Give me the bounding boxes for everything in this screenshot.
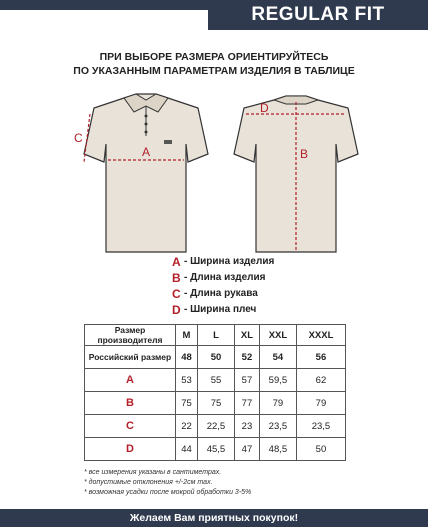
measure-b-label: B	[300, 147, 309, 161]
legend-text: - Длина рукава	[184, 288, 258, 299]
table-cell: 45,5	[197, 438, 234, 461]
table-cell: 23	[234, 415, 259, 438]
table-cell: 22,5	[197, 415, 234, 438]
legend-item	[172, 270, 274, 286]
table-cell: 79	[259, 392, 296, 415]
size-header: M	[176, 325, 198, 346]
row-letter: D	[85, 438, 176, 461]
footnotes	[84, 468, 251, 498]
legend-letter: A	[172, 255, 181, 269]
table-cell: 54	[259, 346, 296, 369]
size-header: XXL	[259, 325, 296, 346]
legend-text: - Ширина изделия	[184, 256, 275, 267]
shirt-front-diagram	[76, 92, 216, 258]
footnote: * возможная усадки после мокрой обработки 3-5%	[84, 489, 252, 496]
table-cell: 57	[234, 369, 259, 392]
legend-text: - Длина изделия	[184, 272, 266, 283]
size-table	[84, 324, 346, 461]
measurement-legend	[172, 254, 274, 318]
footer-banner: Желаем Вам приятных покупок!	[0, 509, 428, 527]
table-cell: 48,5	[259, 438, 296, 461]
footnote: * допустимые отклонения +/-2см max.	[84, 479, 213, 486]
table-cell: 53	[176, 369, 198, 392]
heading-line-1: ПРИ ВЫБОРЕ РАЗМЕРА ОРИЕНТИРУЙТЕСЬ	[99, 51, 329, 63]
russian-size-label: Российский размер	[85, 346, 176, 369]
table-cell: 23,5	[259, 415, 296, 438]
russian-size-row	[85, 346, 346, 369]
table-cell: 47	[234, 438, 259, 461]
table-cell: 75	[176, 392, 198, 415]
row-letter: A	[85, 369, 176, 392]
heading-line-2: ПО УКАЗАННЫМ ПАРАМЕТРАМ ИЗДЕЛИЯ В ТАБЛИЦЕ	[73, 65, 355, 77]
table-cell: 23,5	[296, 415, 345, 438]
table-cell: 75	[197, 392, 234, 415]
size-header: XXXL	[296, 325, 345, 346]
table-cell: 22	[176, 415, 198, 438]
table-cell: 52	[234, 346, 259, 369]
table-cell: 50	[296, 438, 345, 461]
logo-patch	[164, 140, 172, 144]
legend-letter: D	[172, 303, 181, 317]
instruction-heading	[0, 50, 428, 78]
legend-text: - Ширина плеч	[184, 304, 257, 315]
table-cell: 59,5	[259, 369, 296, 392]
manufacturer-size-label: Размер производителя	[85, 325, 176, 346]
legend-item	[172, 302, 274, 318]
legend-letter: B	[172, 271, 181, 285]
legend-item	[172, 254, 274, 270]
table-cell: 79	[296, 392, 345, 415]
table-cell: 55	[197, 369, 234, 392]
row-letter: C	[85, 415, 176, 438]
measure-a-label: A	[141, 145, 151, 159]
legend-letter: C	[172, 287, 181, 301]
table-cell: 48	[176, 346, 198, 369]
footnote: * все измерения указаны в сантиметрах.	[84, 469, 222, 476]
legend-item	[172, 286, 274, 302]
row-letter: B	[85, 392, 176, 415]
table-row	[85, 392, 346, 415]
fit-badge: REGULAR FIT	[208, 0, 428, 30]
size-header: L	[197, 325, 234, 346]
measure-c-label: C	[74, 131, 83, 145]
table-cell: 50	[197, 346, 234, 369]
table-cell: 56	[296, 346, 345, 369]
table-cell: 77	[234, 392, 259, 415]
size-header: XL	[234, 325, 259, 346]
table-row	[85, 369, 346, 392]
table-cell: 62	[296, 369, 345, 392]
table-row	[85, 438, 346, 461]
table-header-row	[85, 325, 346, 346]
shirt-back-diagram	[226, 92, 366, 258]
table-row	[85, 415, 346, 438]
table-cell: 44	[176, 438, 198, 461]
measure-d-label: D	[260, 101, 269, 115]
